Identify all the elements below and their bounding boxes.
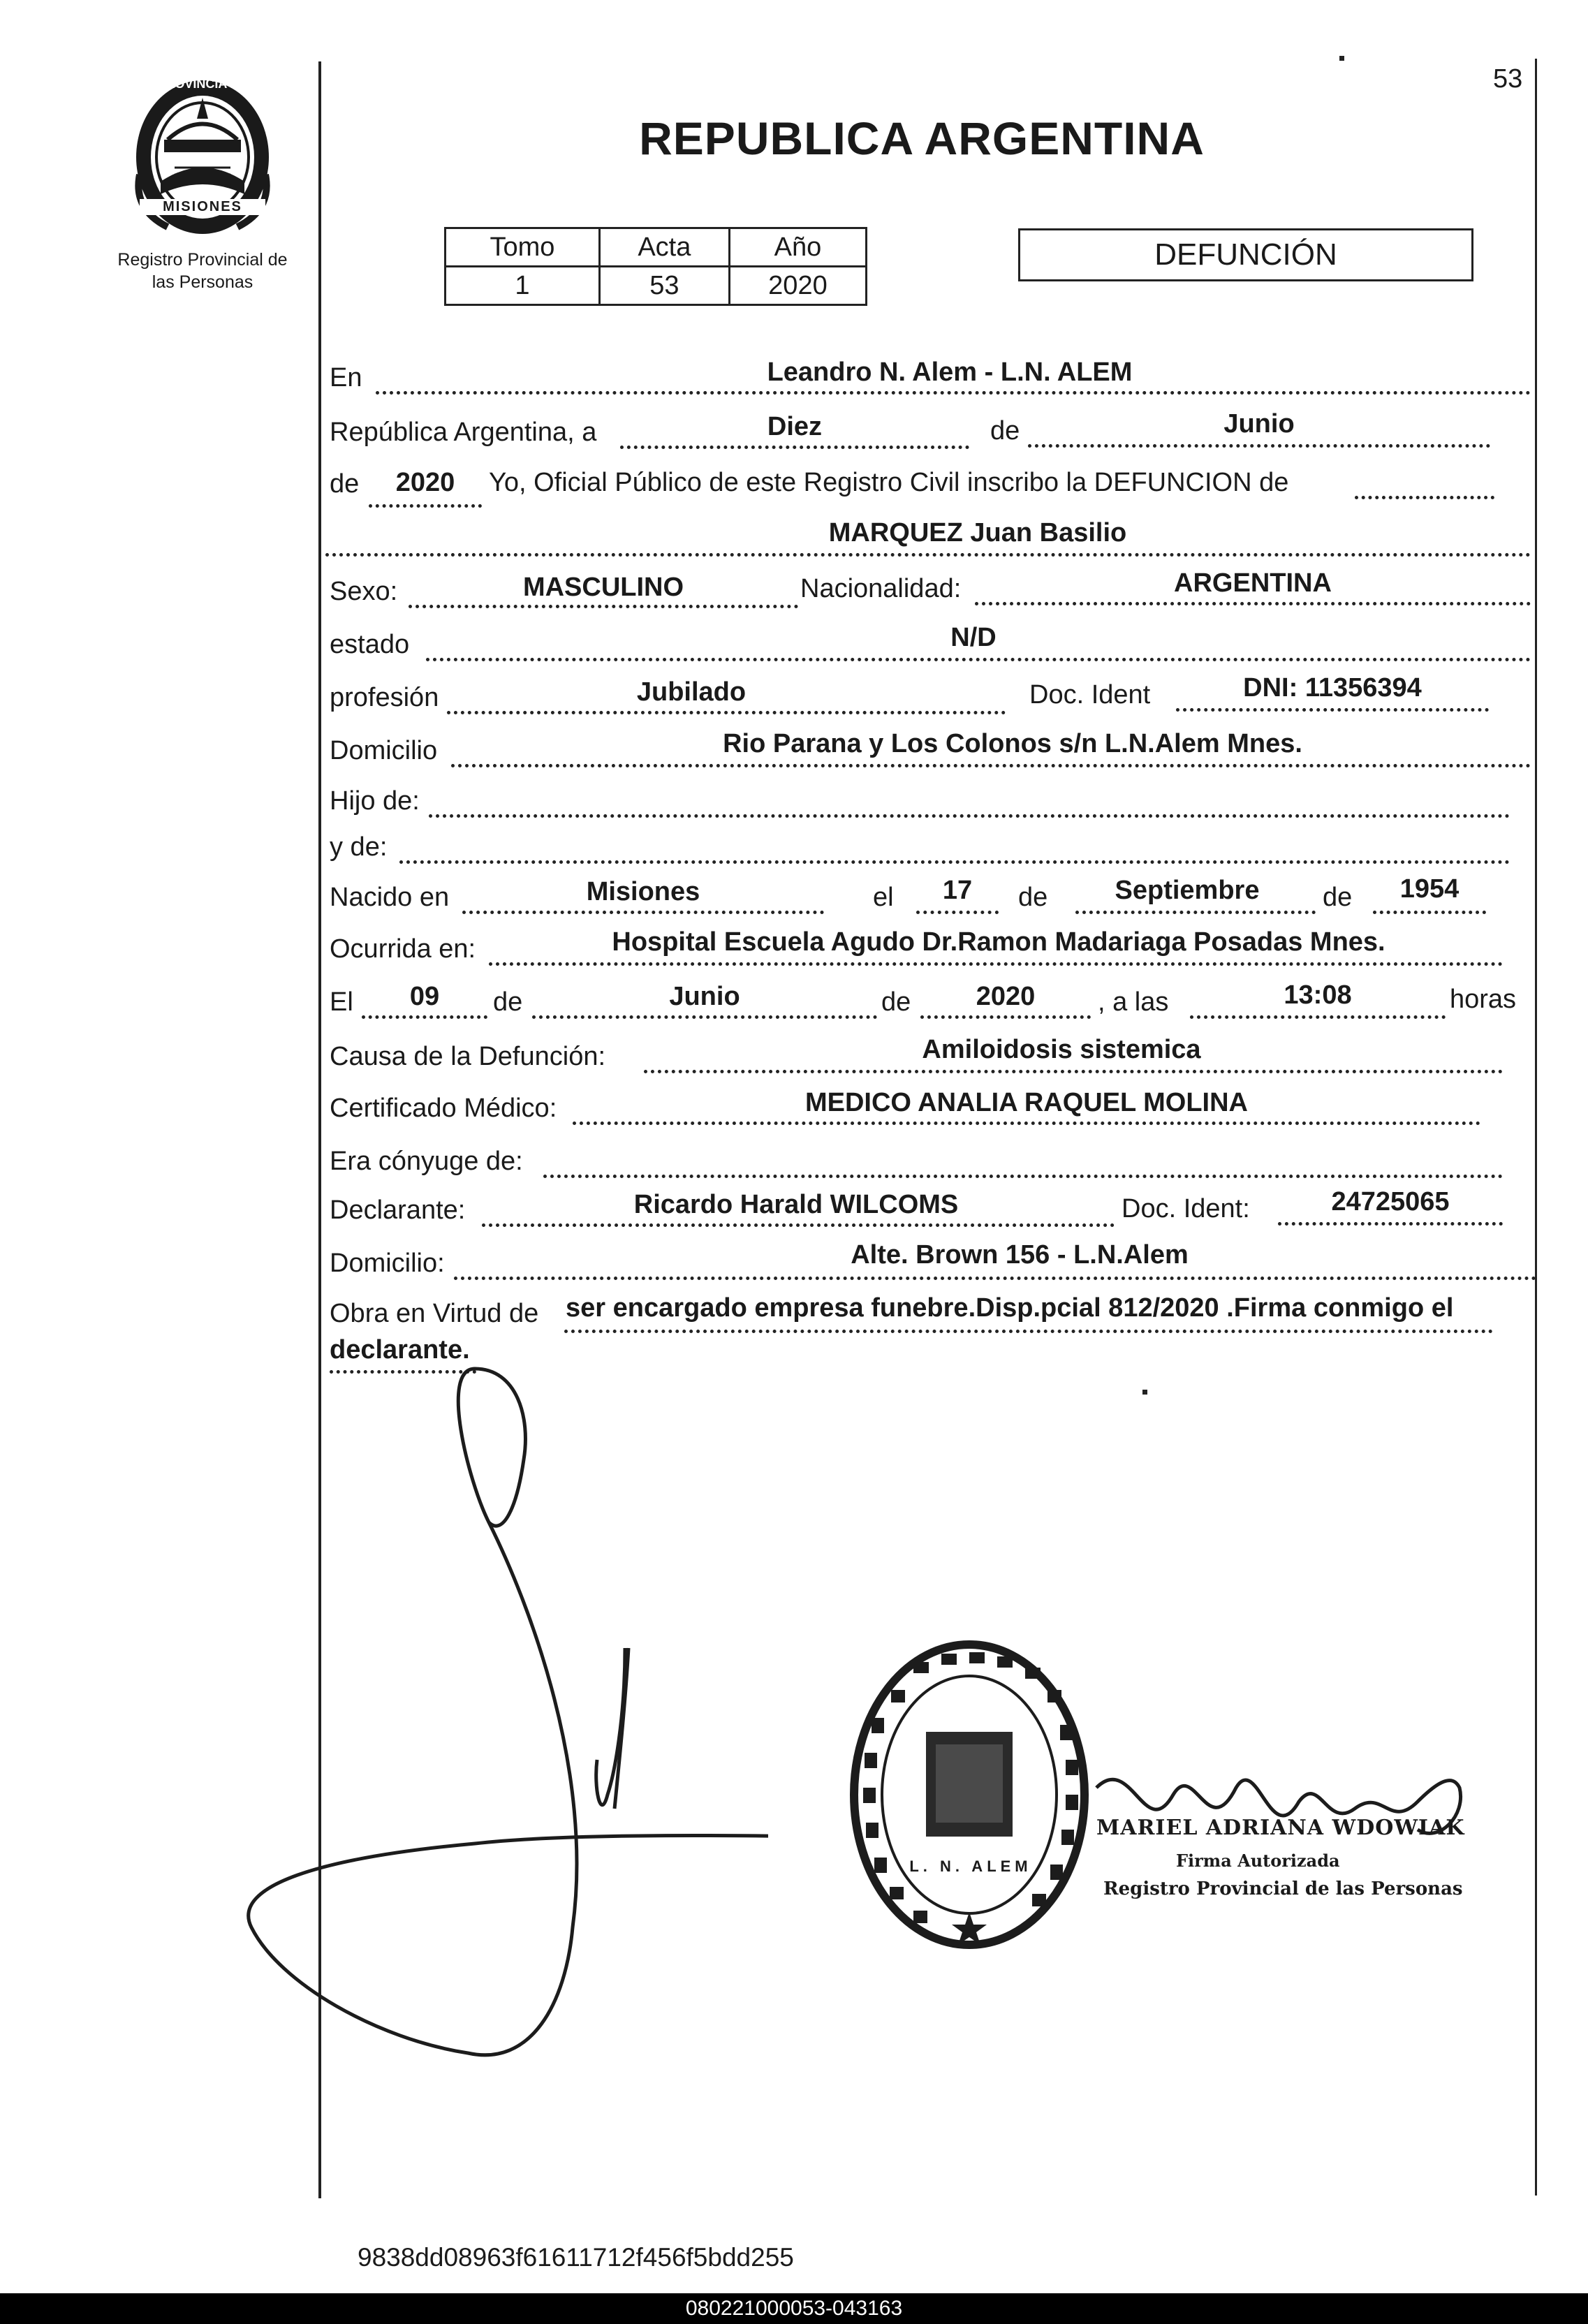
label-republica: República Argentina, a (330, 418, 597, 447)
label-de-month: de (990, 416, 1020, 446)
value-sexo: MASCULINO (522, 573, 684, 602)
right-margin-line (1535, 59, 1537, 2196)
header-tomo: Tomo (446, 228, 600, 267)
label-obra-virtud: Obra en Virtud de (330, 1299, 539, 1328)
scan-speck-2 (1142, 1390, 1147, 1395)
label-decl-doc: Doc. Ident: (1122, 1194, 1250, 1223)
scan-speck (1339, 56, 1344, 61)
dots-estado (426, 658, 1531, 661)
value-estado: N/D (950, 623, 997, 652)
label-de-birth-year: de (1323, 883, 1353, 912)
document-hash: 9838dd08963f61611712f456f5bdd255 (358, 2243, 794, 2272)
value-day: Diez (767, 412, 823, 441)
value-tomo: 1 (446, 267, 600, 305)
dots-month (1028, 444, 1490, 448)
dots-certificado (573, 1121, 1480, 1125)
value-anio: 2020 (729, 267, 866, 305)
dots-nacido-place (462, 911, 824, 914)
label-declarante: Declarante: (330, 1196, 466, 1225)
dots-conyuge (543, 1175, 1503, 1178)
dots-death-month (532, 1015, 877, 1019)
label-y-de: y de: (330, 832, 388, 862)
label-conyuge: Era cónyuge de: (330, 1147, 523, 1176)
oficial-statement: Yo, Oficial Público de este Registro Civil inscribo la DEFUNCION de (489, 468, 1289, 497)
label-certificado: Certificado Médico: (330, 1094, 557, 1123)
label-de-birth-month: de (1018, 883, 1048, 912)
official-institution: Registro Provincial de las Personas (1103, 1878, 1463, 1899)
institution-line-1: Registro Provincial de (117, 250, 288, 270)
label-hijo-de: Hijo de: (330, 786, 420, 816)
stamp-center-text: L. N. ALEM (909, 1858, 1032, 1875)
label-de-death-month: de (493, 987, 523, 1017)
value-deceased-name: MARQUEZ Juan Basilio (828, 518, 1127, 547)
dots-decl-domicilio (454, 1277, 1536, 1280)
label-ocurrida-en: Ocurrida en: (330, 934, 476, 964)
value-acta: 53 (599, 267, 729, 305)
dots-profesion (447, 711, 1006, 714)
label-decl-domicilio: Domicilio: (330, 1249, 445, 1278)
official-name: MARIEL ADRIANA WDOWIAK (1096, 1816, 1465, 1840)
dots-y-de (399, 860, 1510, 864)
value-domicilio: Rio Parana y Los Colonos s/n L.N.Alem Mnes. (723, 729, 1302, 758)
page-number: 53 (1493, 64, 1523, 94)
footer-bar (0, 2293, 1588, 2324)
value-death-day: 09 (409, 982, 440, 1011)
label-estado: estado (330, 630, 410, 659)
dots-declarante (482, 1223, 1115, 1227)
seal-top-text: PROVINCIA DE (157, 77, 248, 91)
record-type-box: DEFUNCIÓN (1018, 228, 1473, 281)
label-domicilio: Domicilio (330, 736, 438, 765)
dots-ocurrida (489, 962, 1503, 966)
dots-birth-day (916, 911, 999, 914)
dots-birth-month (1075, 911, 1316, 914)
dots-sexo (409, 605, 798, 608)
value-profesion: Jubilado (636, 677, 747, 707)
dots-day (620, 446, 969, 449)
seal-bottom-text: MISIONES (140, 199, 265, 215)
label-sexo: Sexo: (330, 577, 398, 606)
value-causa: Amiloidosis sistemica (922, 1035, 1201, 1064)
official-signature (1089, 1746, 1466, 1858)
label-de-death-year: de (881, 987, 911, 1017)
dots-birth-year (1373, 911, 1486, 914)
value-death-month: Junio (669, 982, 740, 1011)
value-nacionalidad: ARGENTINA (1174, 568, 1332, 598)
record-table (444, 227, 867, 306)
dots-death-day (362, 1015, 487, 1019)
label-a-las: , a las (1098, 987, 1169, 1017)
label-en: En (330, 363, 362, 392)
declarant-signature (237, 1355, 768, 2137)
value-ocurrida: Hospital Escuela Agudo Dr.Ramon Madariaga Posadas Mnes. (612, 927, 1385, 957)
dots-en (376, 391, 1531, 395)
dots-doc-ident (1176, 708, 1489, 712)
value-death-time: 13:08 (1284, 980, 1352, 1010)
value-en: Leandro N. Alem - L.N. ALEM (767, 358, 1133, 387)
label-doc-ident: Doc. Ident (1029, 680, 1151, 709)
value-obra-line-2: declarante. (330, 1335, 470, 1365)
dots-domicilio (451, 764, 1531, 767)
label-El: El (330, 987, 353, 1017)
official-stamp (844, 1634, 1095, 1955)
value-birth-month: Septiembre (1115, 876, 1260, 905)
label-nacionalidad: Nacionalidad: (800, 574, 962, 603)
value-declarante: Ricardo Harald WILCOMS (633, 1190, 959, 1219)
label-profesion: profesión (330, 683, 439, 712)
official-role: Firma Autorizada (1176, 1851, 1340, 1871)
dots-hijo-de (429, 814, 1510, 818)
page-title: REPUBLICA ARGENTINA (639, 112, 1205, 164)
value-year: 2020 (395, 468, 455, 497)
label-causa: Causa de la Defunción: (330, 1042, 606, 1071)
dots-obra-1 (564, 1330, 1493, 1333)
value-obra-line-1: ser encargado empresa funebre.Disp.pcial 812/2020 .Firma conmigo el (566, 1293, 1454, 1323)
label-el: el (873, 883, 894, 912)
label-nacido-en: Nacido en (330, 883, 450, 912)
dots-causa (644, 1070, 1503, 1073)
label-horas: horas (1450, 985, 1517, 1014)
institution-line-2: las Personas (152, 272, 253, 292)
footer-code: 080221000053-043163 (685, 2297, 903, 2320)
label-de-year: de (330, 469, 360, 499)
dots-nacionalidad (975, 602, 1531, 605)
header-acta: Acta (599, 228, 729, 267)
value-death-year: 2020 (976, 982, 1036, 1011)
dots-name (325, 553, 1531, 557)
value-decl-doc: 24725065 (1331, 1187, 1450, 1216)
value-month: Junio (1223, 409, 1295, 439)
dots-death-year (920, 1015, 1091, 1019)
dots-after-statement (1355, 496, 1494, 499)
dots-death-time (1190, 1015, 1446, 1019)
value-doc-ident: DNI: 11356394 (1243, 673, 1422, 703)
value-nacido-place: Misiones (586, 877, 700, 906)
dots-decl-doc (1278, 1222, 1503, 1226)
value-birth-day: 17 (942, 876, 973, 905)
dots-year (369, 504, 482, 508)
value-certificado: MEDICO ANALIA RAQUEL MOLINA (804, 1088, 1248, 1117)
header-anio: Año (729, 228, 866, 267)
value-decl-domicilio: Alte. Brown 156 - L.N.Alem (851, 1240, 1189, 1270)
value-birth-year: 1954 (1399, 874, 1460, 904)
